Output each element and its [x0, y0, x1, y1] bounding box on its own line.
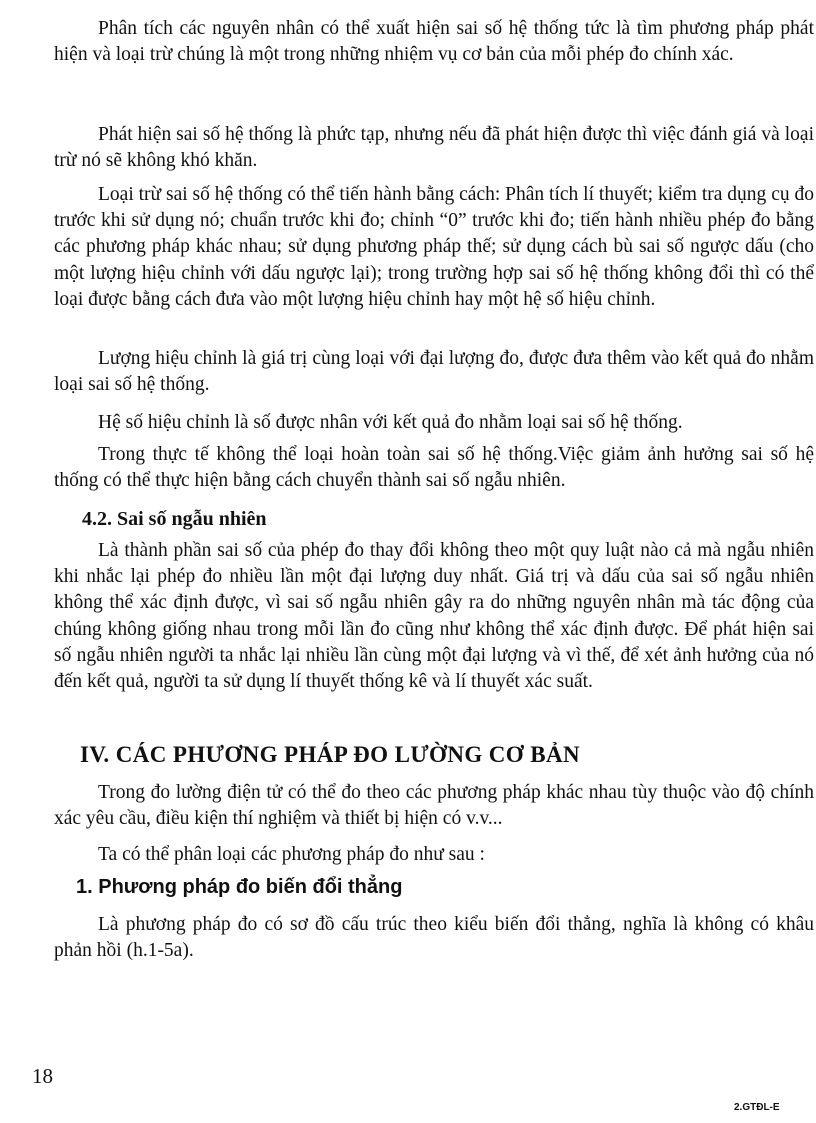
paragraph-classification: Ta có thể phân loại các phương pháp đo như sau : — [98, 844, 485, 865]
heading-section-iv: IV. CÁC PHƯƠNG PHÁP ĐO LƯỜNG CƠ BẢN — [80, 742, 580, 767]
paragraph-eliminating-systematic-error: Loại trừ sai số hệ thống có thể tiến hành bằng cách: Phân tích lí thuyết; kiểm tra dụng cụ đo trước khi sử dụng nó; chuẩn trước khi đo; chỉnh “0” trước khi đo; tiến hành nhiều phép đo bằng các phương pháp khác nhau; sử dụng phương pháp thế; sử dụng cách bù sai số ngược dấu (cho một lượng hiệu chỉnh với dấu ngược lại); trong trường hợp sai số hệ thống không đổi thì có thể loại được bằng cách đưa vào một lượng hiệu chỉnh hay một hệ số hiệu chỉnh. — [54, 184, 814, 310]
footer-code: 2.GTĐL-E — [734, 1102, 780, 1113]
heading-random-error: 4.2. Sai số ngẫu nhiên — [82, 508, 267, 530]
paragraph-reducing-systematic-error: Trong thực tế không thể loại hoàn toàn sai số hệ thống.Việc giảm ảnh hưởng sai số hệ thống có thể thực hiện bằng cách chuyển thành sai số ngẫu nhiên. — [54, 444, 814, 492]
heading-direct-conversion-method: 1. Phương pháp đo biến đổi thẳng — [76, 876, 403, 898]
page-number: 18 — [32, 1064, 53, 1088]
paragraph-direct-conversion-definition: Là phương pháp đo có sơ đồ cấu trúc theo kiểu biến đổi thẳng, nghĩa là không có khâu phản hồi (h.1-5a). — [54, 914, 814, 962]
paragraph-random-error-definition: Là thành phần sai số của phép đo thay đổi không theo một quy luật nào cả mà ngẫu nhiên khi nhắc lại phép đo nhiều lần một đại lượng duy nhất. Giá trị và dấu của sai số ngẫu nhiên không thể xác định được, vì sai số ngẫu nhiên gây ra do những nguyên nhân mà tác động của chúng không giống nhau trong mỗi lần đo cũng như không thể xác định được. Để phát hiện sai số ngẫu nhiên người ta nhắc lại nhiều lần cùng một đại lượng và vì thế, để xét ảnh hưởng của nó đến kết quả, người ta sử dụng lí thuyết thống kê và lí thuyết xác suất. — [54, 540, 814, 693]
paragraph-systematic-error-causes: Phân tích các nguyên nhân có thể xuất hiện sai số hệ thống tức là tìm phương pháp phát hiện và loại trừ chúng là một trong những nhiệm vụ cơ bản của mỗi phép đo chính xác. — [54, 18, 814, 66]
paragraph-detecting-systematic-error: Phát hiện sai số hệ thống là phức tạp, nhưng nếu đã phát hiện được thì việc đánh giá và loại trừ nó sẽ không khó khăn. — [54, 124, 814, 172]
paragraph-measurement-methods-intro: Trong đo lường điện tử có thể đo theo các phương pháp khác nhau tùy thuộc vào độ chính xác yêu cầu, điều kiện thí nghiệm và thiết bị hiện có v.v... — [54, 782, 814, 830]
paragraph-correction-amount: Lượng hiệu chỉnh là giá trị cùng loại với đại lượng đo, được đưa thêm vào kết quả đo nhằm loại sai số hệ thống. — [54, 348, 814, 396]
paragraph-correction-factor: Hệ số hiệu chỉnh là số được nhân với kết quả đo nhằm loại sai số hệ thống. — [98, 412, 683, 433]
